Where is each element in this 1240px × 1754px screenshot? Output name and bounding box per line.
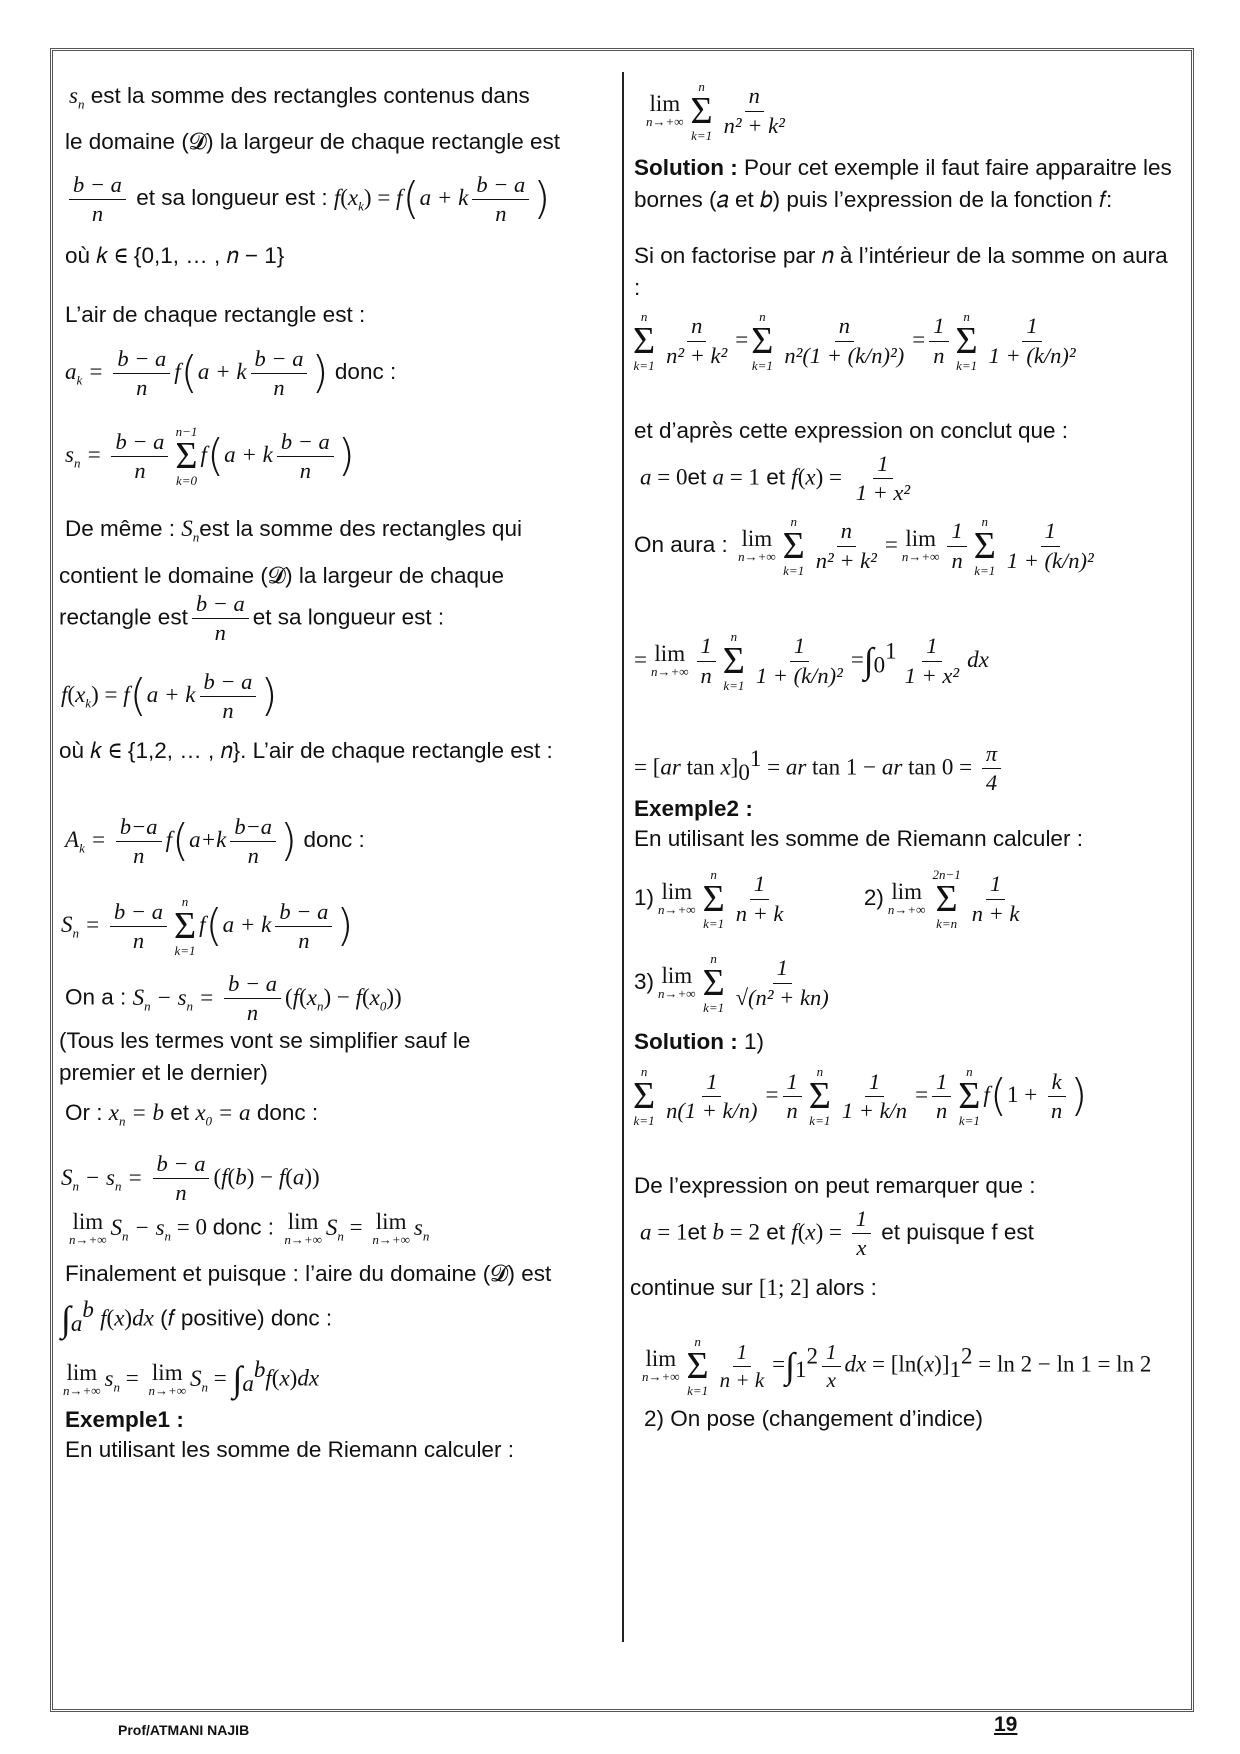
- eq-lim-zero: lim n→+∞ $S_n - s_n = 0$ donc : lim n→+∞ $S_n$ = lim n→+∞ $s_n$: [69, 1209, 430, 1247]
- para-finalement: Finalement et puisque : l’aire du domaine (𝓓) est: [65, 1261, 552, 1286]
- solution2: Solution : 1): [634, 1029, 765, 1054]
- eq-Sn-minus-sn: On a : $S_n - s_n$ = $\frac{b - a}{n}$ $(f(x_n) - f(x_0))$: [65, 971, 402, 1026]
- column-divider: [622, 72, 624, 1642]
- para-remark: De l’expression on peut remarquer que :: [634, 1173, 1036, 1198]
- para-solution: Solution : Pour cet exemple il faut faire apparaitre les bornes (𝑎 et 𝑏) puis l’expression de la fonction 𝑓:: [634, 155, 1172, 212]
- eq-diff-fb-fa: $S_n - s_n$ = $\frac{b - a}{n}$ (f(b) − f(a)): [61, 1151, 320, 1206]
- eq-Ak: $A_k$ = $\frac{b-a}{n}$ f(a+k $\frac{b-a}{n}$ ) donc :: [65, 813, 365, 868]
- eq-ln2: lim n→+∞ n Σ k=1 $\frac{1}{n + k}$ $=\int_1^2$ $\frac{1}{x}$ dx = $[\ln(x)]_1^2 = \ln 2 - \ln 1 = \ln 2$: [642, 1334, 1152, 1399]
- eq-factorisation: n Σ k=1 $\frac{n}{\text{n² + k²}}$ = n Σ k=1 $\frac{n}{\text{n²(1 + (k/n)²)}}$ = $\frac{1}{n}$ n Σ k=1 $\frac{1}{\text{1 + (k/n)²}}$: [633, 309, 1076, 374]
- eq-ak: $a_k$ = $\frac{b - a}{n}$ f(a + k $\frac{b - a}{n}$ ) donc :: [65, 345, 397, 400]
- para-contient: contient le domaine (𝓓) la largeur de chaque: [59, 563, 505, 588]
- para-de-meme: De même : $S_nest$ la somme des rectangles qui: [65, 516, 522, 545]
- para-k-range: où 𝑘 ∈ {0,1, … , 𝑛 − 1}: [65, 243, 285, 268]
- page-number: 19: [994, 1713, 1018, 1736]
- eq-ex1-limit: lim n→+∞ n Σ k=1 $\frac{n}{\text{n² + k²}}$: [646, 79, 785, 144]
- eq-riemann-integral: = lim n→+∞ $\frac{1}{n}$ n Σ k=1 $\frac{1}{\text{1 + (k/n)²}}$ $=\int_0^1$ $\frac{1}{\text{1 + x²}}$ dx: [634, 629, 989, 694]
- para-factorise: Si on factorise par 𝑛 à l’intérieur de la somme on aura :: [634, 243, 1168, 300]
- para-sn-def: $s_n$ est la somme des rectangles contenus dans: [69, 83, 530, 112]
- eq-f-xk: $f(x_k) = f(a + k$ $\frac{b - a}{n}$ ): [61, 668, 278, 723]
- para-or: Or : $x_n = b$ et $x_0 = a$ donc :: [65, 1100, 319, 1129]
- eq-ex2-q1-q2: 1) lim n→+∞ n Σ k=1 $\frac{1}{n + k}$ 2) lim n→+∞ 2n−1 Σ k=n $\frac{1}{n + k}$: [634, 867, 1020, 932]
- exemple1-title: Exemple1 :: [65, 1407, 184, 1432]
- eq-sn: $s_n$ = $\frac{b - a}{n}$ n−1 Σ k=0 f(a + k $\frac{b - a}{n}$ ): [65, 424, 355, 489]
- para-k-range-2: où 𝑘 ∈ {1,2, … , 𝑛}. L’air de chaque rectangle est :: [59, 738, 553, 763]
- eq-width-length: $\frac{b - a}{n}$ et sa longueur est : $f(x_k) = f(a + k$ $\frac{b - a}{n}$ ): [65, 168, 550, 230]
- exemple2-text: En utilisant les somme de Riemann calculer :: [634, 826, 1083, 851]
- exemple1-text: En utilisant les somme de Riemann calculer :: [65, 1437, 514, 1462]
- para-simplify: (Tous les termes vont se simplifier sauf le premier et le dernier): [59, 1028, 471, 1085]
- eq-ex2-q3: 3) lim n→+∞ n Σ k=1 $\frac{1}{\text{√(n² + kn)}}$: [634, 951, 829, 1016]
- eq-sol2-sum: n Σ k=1 $\frac{1}{n(1 + k/n)}$ = $\frac{1}{n}$ n Σ k=1 $\frac{1}{1 + k/n}$ = $\frac{1}{n}$ n Σ k=1 f(1 + $\frac{k}{n}$ ): [633, 1064, 1088, 1129]
- eq-arctan: = [ar $\tan x]_0^1$ = ar tan 1 − ar tan 0 = $\frac{\pi}{4}$: [634, 740, 1005, 797]
- eq-lim-integral: lim n→+∞ $s_n$ = lim n→+∞ $S_n = \int_a^bf(x)dx$: [63, 1357, 320, 1399]
- exemple2-title: Exemple2 :: [634, 796, 753, 821]
- eq-integral: $\int_a^b$ f(x)dx (𝑓 positive) donc :: [61, 1297, 333, 1339]
- eq-Sn: $S_n$ = $\frac{b - a}{n}$ n Σ k=1 f(a + k $\frac{b - a}{n}$ ): [61, 894, 354, 959]
- eq-bounds-2: a = 1et b = 2 et f(x) = $\frac{1}{x}$ et puisque f est: [640, 1206, 1034, 1261]
- para-area: L’air de chaque rectangle est :: [65, 302, 366, 327]
- eq-bounds: a = 0et a = 1 et f(x) = $\frac{1}{\text{1 + x²}}$: [640, 451, 911, 506]
- para-pose: 2) On pose (changement d’indice): [644, 1406, 983, 1431]
- para-conclude: et d’après cette expression on conclut que :: [634, 418, 1069, 443]
- footer-author: Prof/ATMANI NAJIB: [118, 1722, 250, 1738]
- para-continue: continue sur [1; 2] alors :: [630, 1275, 877, 1300]
- eq-on-aura: On aura : lim n→+∞ n Σ k=1 $\frac{n}{\text{n² + k²}}$ = lim n→+∞ $\frac{1}{n}$ n Σ k=1 $\frac{1}{\text{1 + (k/n)²}}$: [634, 514, 1094, 579]
- para-domain: le domaine (𝓓) la largeur de chaque rectangle est: [65, 129, 561, 154]
- para-rect-width: rectangle est $\frac{b - a}{n}$ et sa longueur est :: [59, 591, 445, 646]
